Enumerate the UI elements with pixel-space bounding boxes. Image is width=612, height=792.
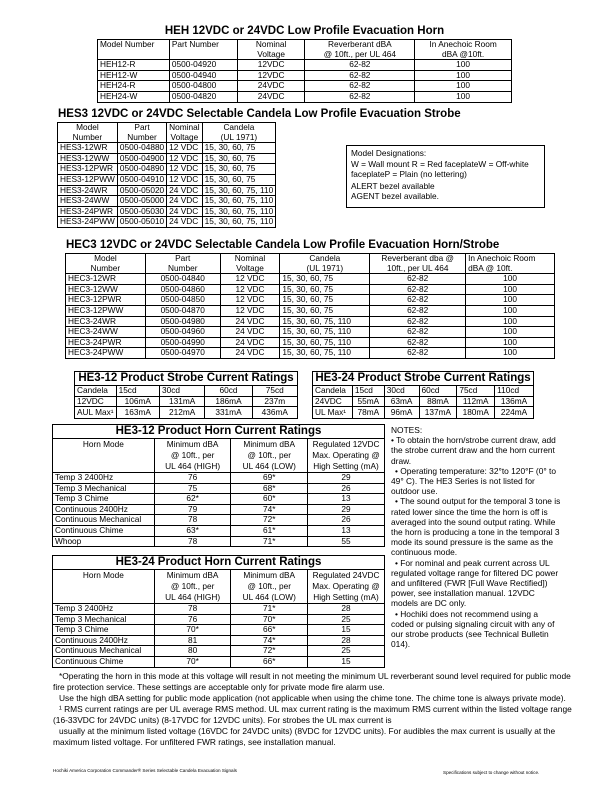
cell: 26 [308, 483, 385, 494]
designations-heading: Model Designations: [351, 148, 427, 158]
cell: 180mA [457, 407, 495, 419]
cell: 24 VDC [220, 337, 280, 348]
cell: 24 VDC [167, 206, 202, 217]
header-candela: Candela (UL 1971) [202, 123, 276, 143]
header-nominal-voltage: Nominal Voltage [220, 254, 280, 274]
cell: 12 VDC [167, 164, 202, 175]
cell: 30cd [160, 386, 205, 397]
cell: HEH24-W [98, 91, 170, 102]
table-row [58, 217, 276, 228]
cell: 13 [308, 494, 385, 505]
cell: 29 [308, 504, 385, 515]
cell: 74* [231, 504, 308, 515]
cell: 62-82 [370, 274, 466, 285]
cell: Temp 3 Mechanical [53, 483, 155, 494]
cell: 25 [308, 614, 385, 625]
cell: 0500-05010 [117, 217, 166, 228]
cell: HEC3-24PWW [66, 348, 146, 359]
cell: 24 VDC [167, 196, 202, 207]
agent-bezel-note: AGENT bezel available. [351, 191, 439, 201]
cell: 61* [231, 525, 308, 536]
header-horn-mode: Horn Mode [53, 570, 155, 604]
cell: 12 VDC [220, 305, 280, 316]
cell: HES3-12PWW [58, 174, 118, 185]
cell: 78mA [352, 407, 384, 419]
table-row [313, 407, 534, 419]
cell: 28 [308, 604, 385, 615]
note-item: • Operating temperature: 32°to 120°F (0° to 49° C). The HE3 Series is not listed for outdoor use. [391, 465, 557, 497]
cell: 0500-04980 [145, 316, 220, 327]
cell: 78 [154, 536, 231, 547]
footnote-rms-cont: usually at the minimum listed voltage (16VDC for 24VDC units) (8VDC for 12VDC units). For audibles the max current is usually at the maximum listed voltage. For unfiltered FWR ratings, see installation manual. [53, 726, 556, 747]
header-min-dba-high: Minimum dBA @ 10ft., per UL 464 (HIGH) [154, 439, 231, 473]
he3-24-strobe-title: HE3-24 Product Strobe Current Ratings [313, 372, 534, 386]
header-model-number: Model Number [98, 40, 170, 60]
cell: 24 VDC [220, 316, 280, 327]
table-header-row [53, 570, 385, 604]
table-caption-row [75, 372, 298, 386]
cell: 15, 30, 60, 75, 110 [280, 327, 370, 338]
cell: 68* [231, 483, 308, 494]
hes3-table [57, 122, 276, 228]
cell: 100 [466, 316, 555, 327]
cell: 12 VDC [167, 174, 202, 185]
table-row [313, 386, 534, 397]
table-row [98, 81, 512, 92]
cell: 62-82 [370, 327, 466, 338]
table-row [53, 483, 385, 494]
table-caption-row [313, 372, 534, 386]
cell: Candela [313, 386, 353, 397]
footnote-asterisk: *Operating the horn in this mode at this voltage will result in not meeting the minimum UL reverberant sound level required for public mode fire protection service. These settings are acceptable only for private mode fire alarm use. [53, 671, 571, 692]
cell: Continuous Chime [53, 656, 155, 667]
designations-line: faceplateP = Plain (no lettering) [351, 169, 467, 179]
cell: Continuous 2400Hz [53, 635, 155, 646]
cell: 15, 30, 60, 75 [202, 143, 276, 154]
table-row [53, 473, 385, 484]
cell: 237m [252, 396, 297, 407]
cell: 331mA [205, 407, 252, 419]
table-row [58, 153, 276, 164]
cell: 15, 30, 60, 75 [280, 274, 370, 285]
cell: HEH12-W [98, 70, 170, 81]
heh-table [97, 39, 512, 103]
cell: 100 [415, 70, 512, 81]
heh-title: HEH 12VDC or 24VDC Low Profile Evacuation Horn [164, 25, 445, 37]
cell: 62* [154, 494, 231, 505]
he3-24-strobe-table [312, 371, 534, 419]
cell: HEH24-R [98, 81, 170, 92]
table-row [66, 284, 555, 295]
cell: 100 [466, 327, 555, 338]
cell: Temp 3 Chime [53, 494, 155, 505]
cell: 69* [231, 473, 308, 484]
he3-12-strobe-table [74, 371, 298, 419]
cell: 80 [154, 646, 231, 657]
cell: 0500-04860 [145, 284, 220, 295]
header-regulated-current: Regulated 24VDC Max. Operating @ High Setting (mA) [308, 570, 385, 604]
he3-12-strobe-title: HE3-12 Product Strobe Current Ratings [75, 372, 298, 386]
table-caption-row [53, 556, 385, 570]
cell: 62-82 [305, 60, 415, 71]
notes-section [391, 425, 563, 649]
header-regulated-current: Regulated 12VDC Max. Operating @ High Setting (mA) [308, 439, 385, 473]
header-part-number: Part Number [145, 254, 220, 274]
alert-bezel-note: ALERT bezel available [351, 180, 435, 191]
cell: 15, 30, 60, 75 [202, 164, 276, 175]
notes-heading: NOTES: [391, 425, 423, 435]
cell: 63* [154, 525, 231, 536]
table-row [53, 646, 385, 657]
note-item: • Hochiki does not recommend using a coded or pulsing signaling circuit with any of our strobe products (see Technical Bulletin 014). [391, 608, 555, 650]
he3-24-horn-table [52, 555, 385, 668]
cell: 62-82 [370, 284, 466, 295]
header-model-number: Model Number [66, 254, 146, 274]
footnote-public-mode: Use the high dBA setting for public mode application (not applicable when using the chime tone. The chime tone is always private mode). [59, 693, 566, 703]
cell: 100 [466, 284, 555, 295]
cell: 0500-04990 [145, 337, 220, 348]
header-anechoic: In Anechoic Room dBA @10ft. [415, 40, 512, 60]
cell: Temp 3 Mechanical [53, 614, 155, 625]
table-row [313, 396, 534, 407]
cell: 60cd [205, 386, 252, 397]
footer-left: Hochiki America Corporation Commander® Series Selectable Candela Evacuation Signals [53, 768, 237, 773]
header-min-dba-low: Minimum dBA @ 10ft., per UL 464 (LOW) [231, 570, 308, 604]
cell: 60* [231, 494, 308, 505]
cell: 137mA [419, 407, 457, 419]
cell: 62-82 [370, 348, 466, 359]
cell: 12 VDC [167, 143, 202, 154]
table-row [75, 396, 298, 407]
table-row [53, 625, 385, 636]
cell: 24 VDC [167, 185, 202, 196]
cell: HES3-12PWR [58, 164, 118, 175]
cell: 96mA [384, 407, 419, 419]
cell: 76 [154, 614, 231, 625]
cell: 15, 30, 60, 75 [280, 295, 370, 306]
cell: 100 [415, 91, 512, 102]
cell: 79 [154, 504, 231, 515]
cell: 15, 30, 60, 75, 110 [280, 316, 370, 327]
footer-right: Specifications subject to change without notice. [443, 770, 540, 775]
cell: HES3-12WW [58, 153, 118, 164]
footnote-rms: ¹ RMS current ratings are per UL average RMS method. UL max current rating is the maximum RMS current within the listed voltage range (16-33VDC for 24VDC units) (8-17VDC for 12VDC units). For strobes the UL max current is [53, 704, 572, 725]
cell: HES3-24WW [58, 196, 118, 207]
header-part-number: Part Number [169, 40, 237, 60]
cell: 0500-05030 [117, 206, 166, 217]
header-nominal-voltage: Nominal Voltage [237, 40, 305, 60]
cell: 100 [466, 305, 555, 316]
hec3-table [65, 253, 555, 359]
cell: 71* [231, 536, 308, 547]
cell: HEC3-24WR [66, 316, 146, 327]
cell: 15, 30, 60, 75, 110 [202, 185, 276, 196]
table-row [98, 60, 512, 71]
cell: HEC3-12WW [66, 284, 146, 295]
cell: 62-82 [305, 70, 415, 81]
cell: 0500-04880 [117, 143, 166, 154]
cell: 0500-04820 [169, 91, 237, 102]
note-item: • For nominal and peak current across UL regulated voltage range for filtered DC power and unfiltered (FWR [Full Wave Rectified]) power, see installation manual. 12VDC models are DC only. [391, 557, 559, 609]
cell: 62-82 [305, 81, 415, 92]
cell: 224mA [495, 407, 534, 419]
cell: 75 [154, 483, 231, 494]
cell: HEC3-12PWW [66, 305, 146, 316]
cell: 15, 30, 60, 75 [280, 305, 370, 316]
he3-24-horn-title: HE3-24 Product Horn Current Ratings [53, 556, 385, 570]
footnotes-section [53, 671, 573, 748]
cell: 15cd [116, 386, 159, 397]
cell: 70* [154, 656, 231, 667]
cell: 15, 30, 60, 75, 110 [280, 337, 370, 348]
header-min-dba-high: Minimum dBA @ 10ft., per UL 464 (HIGH) [154, 570, 231, 604]
cell: 0500-04870 [145, 305, 220, 316]
cell: 71* [231, 604, 308, 615]
cell: 62-82 [370, 316, 466, 327]
cell: 55mA [352, 396, 384, 407]
table-row [53, 494, 385, 505]
cell: 12 VDC [167, 153, 202, 164]
cell: HEC3-24PWR [66, 337, 146, 348]
table-row [58, 185, 276, 196]
model-designations-box [346, 145, 545, 208]
cell: 100 [466, 274, 555, 285]
cell: 0500-04970 [145, 348, 220, 359]
cell: 63mA [384, 396, 419, 407]
hes3-title: HES3 12VDC or 24VDC Selectable Candela Low Profile Evacuation Strobe [58, 108, 461, 120]
cell: 15 [308, 625, 385, 636]
he3-12-horn-table [52, 424, 385, 547]
cell: 0500-04960 [145, 327, 220, 338]
table-row [53, 614, 385, 625]
cell: 30cd [384, 386, 419, 397]
cell: 12 VDC [220, 295, 280, 306]
cell: 15, 30, 60, 75, 110 [202, 217, 276, 228]
cell: 15, 30, 60, 75 [280, 284, 370, 295]
cell: 62-82 [305, 91, 415, 102]
table-row [75, 386, 298, 397]
table-row [58, 206, 276, 217]
cell: 24VDC [313, 396, 353, 407]
cell: 25 [308, 646, 385, 657]
cell: 110cd [495, 386, 534, 397]
table-row [58, 143, 276, 154]
cell: 15, 30, 60, 75 [202, 153, 276, 164]
header-candela: Candela (UL 1971) [280, 254, 370, 274]
table-row [53, 515, 385, 526]
table-row [53, 656, 385, 667]
cell: 81 [154, 635, 231, 646]
cell: HEC3-12WR [66, 274, 146, 285]
cell: Temp 3 2400Hz [53, 473, 155, 484]
cell: 24VDC [237, 81, 305, 92]
header-model-number: Model Number [58, 123, 118, 143]
table-row [66, 348, 555, 359]
cell: 13 [308, 525, 385, 536]
table-header-row [98, 40, 512, 60]
cell: 55 [308, 536, 385, 547]
header-min-dba-low: Minimum dBA @ 10ft., per UL 464 (LOW) [231, 439, 308, 473]
cell: 24 VDC [220, 348, 280, 359]
cell: 15, 30, 60, 75, 110 [202, 206, 276, 217]
cell: 78 [154, 515, 231, 526]
cell: 74* [231, 635, 308, 646]
cell: Whoop [53, 536, 155, 547]
table-row [66, 337, 555, 348]
cell: 112mA [457, 396, 495, 407]
cell: 24 VDC [220, 327, 280, 338]
table-header-row [58, 123, 276, 143]
cell: Continuous Mechanical [53, 515, 155, 526]
cell: 106mA [116, 396, 159, 407]
cell: 0500-04890 [117, 164, 166, 175]
table-row [98, 91, 512, 102]
cell: 15, 30, 60, 75, 110 [280, 348, 370, 359]
table-row [66, 316, 555, 327]
cell: HES3-24PWR [58, 206, 118, 217]
table-row [58, 174, 276, 185]
cell: 136mA [495, 396, 534, 407]
cell: Continuous Mechanical [53, 646, 155, 657]
cell: 66* [231, 656, 308, 667]
cell: 100 [466, 337, 555, 348]
cell: 0500-05020 [117, 185, 166, 196]
table-caption-row [53, 425, 385, 439]
table-row [66, 327, 555, 338]
cell: 28 [308, 635, 385, 646]
note-item: • The sound output for the temporal 3 tone is rated lower since the time the horn is off is averaged into the sound output rating. While the horn is producing a tone in the temporal 3 mode its sound pressure is the same as the continuous mode. [391, 496, 561, 558]
cell: 88mA [419, 396, 457, 407]
cell: 0500-04850 [145, 295, 220, 306]
table-row [53, 525, 385, 536]
cell: 12VDC [237, 70, 305, 81]
cell: 0500-05000 [117, 196, 166, 207]
table-row [53, 536, 385, 547]
cell: 70* [154, 625, 231, 636]
cell: HES3-12WR [58, 143, 118, 154]
cell: UL Max¹ [313, 407, 353, 419]
table-header-row [53, 439, 385, 473]
cell: 100 [415, 81, 512, 92]
designations-line: W = Wall mount R = Red faceplateW = Off-white [351, 158, 529, 169]
cell: 75cd [252, 386, 297, 397]
cell: Continuous Chime [53, 525, 155, 536]
cell: 0500-04940 [169, 70, 237, 81]
cell: 436mA [252, 407, 297, 419]
cell: 0500-04910 [117, 174, 166, 185]
table-row [75, 407, 298, 419]
table-row [53, 504, 385, 515]
cell: 0500-04900 [117, 153, 166, 164]
cell: 100 [466, 295, 555, 306]
cell: 131mA [160, 396, 205, 407]
cell: 72* [231, 646, 308, 657]
table-row [58, 164, 276, 175]
cell: 163mA [116, 407, 159, 419]
table-row [66, 295, 555, 306]
cell: 12VDC [75, 396, 117, 407]
cell: 62-82 [370, 295, 466, 306]
header-nominal-voltage: Nominal Voltage [167, 123, 202, 143]
table-row [53, 635, 385, 646]
cell: 24VDC [237, 91, 305, 102]
cell: 15, 30, 60, 75, 110 [202, 196, 276, 207]
cell: HES3-24PWW [58, 217, 118, 228]
cell: 100 [466, 348, 555, 359]
cell: Temp 3 Chime [53, 625, 155, 636]
cell: 0500-04920 [169, 60, 237, 71]
cell: 29 [308, 473, 385, 484]
he3-12-horn-title: HE3-12 Product Horn Current Ratings [53, 425, 385, 439]
cell: 70* [231, 614, 308, 625]
header-reverberant: Reverberant dBA @ 10ft., per UL 464 [305, 40, 415, 60]
cell: 72* [231, 515, 308, 526]
cell: AUL Max¹ [75, 407, 117, 419]
cell: HEH12-R [98, 60, 170, 71]
cell: 15cd [352, 386, 384, 397]
cell: 212mA [160, 407, 205, 419]
table-row [53, 604, 385, 615]
cell: 78 [154, 604, 231, 615]
cell: Temp 3 2400Hz [53, 604, 155, 615]
cell: 0500-04800 [169, 81, 237, 92]
cell: 15 [308, 656, 385, 667]
cell: 66* [231, 625, 308, 636]
cell: 60cd [419, 386, 457, 397]
cell: 76 [154, 473, 231, 484]
cell: 0500-04840 [145, 274, 220, 285]
cell: HEC3-24WW [66, 327, 146, 338]
header-reverberant: Reverberant dba @ 10ft., per UL 464 [370, 254, 466, 274]
table-row [98, 70, 512, 81]
cell: Continuous 2400Hz [53, 504, 155, 515]
header-anechoic: In Anechoic Room dBA @ 10ft. [466, 254, 555, 274]
cell: 62-82 [370, 337, 466, 348]
cell: Candela [75, 386, 117, 397]
table-header-row [66, 254, 555, 274]
cell: 15, 30, 60, 75 [202, 174, 276, 185]
header-part-number: Part Number [117, 123, 166, 143]
cell: 12VDC [237, 60, 305, 71]
header-horn-mode: Horn Mode [53, 439, 155, 473]
cell: HEC3-12PWR [66, 295, 146, 306]
table-row [66, 305, 555, 316]
cell: HES3-24WR [58, 185, 118, 196]
cell: 62-82 [370, 305, 466, 316]
table-row [58, 196, 276, 207]
cell: 75cd [457, 386, 495, 397]
cell: 186mA [205, 396, 252, 407]
cell: 100 [415, 60, 512, 71]
cell: 24 VDC [167, 217, 202, 228]
note-item: • To obtain the horn/strobe current draw, add the strobe current draw and the horn current draw. [391, 435, 556, 466]
cell: 26 [308, 515, 385, 526]
cell: 12 VDC [220, 274, 280, 285]
hec3-title: HEC3 12VDC or 24VDC Selectable Candela Low Profile Evacuation Horn/Strobe [66, 239, 500, 251]
table-row [66, 274, 555, 285]
cell: 12 VDC [220, 284, 280, 295]
